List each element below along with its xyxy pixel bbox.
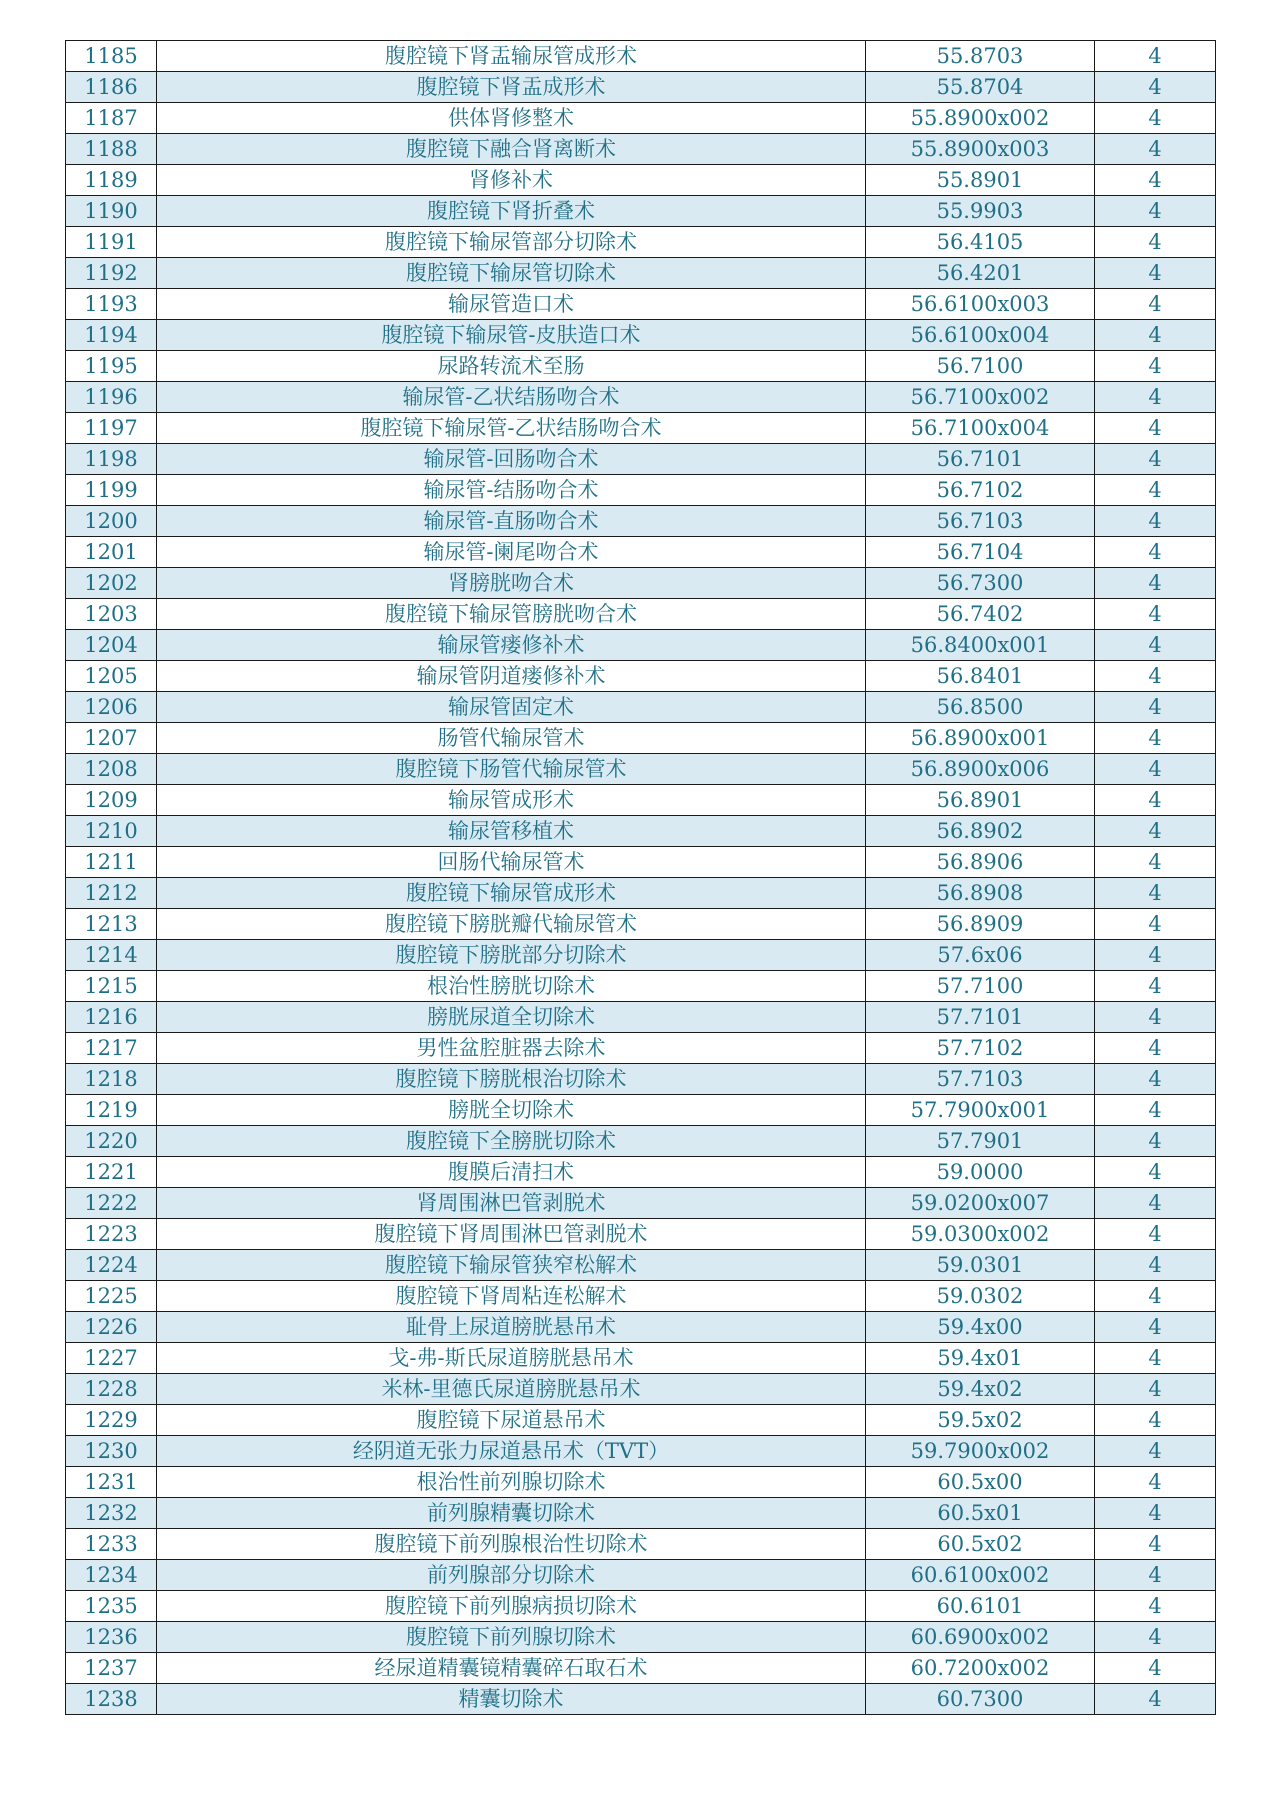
- procedure-name-cell: 腹腔镜下肾周粘连松解术: [157, 1281, 866, 1312]
- table-row: [66, 1095, 1216, 1126]
- table-row: [66, 1436, 1216, 1467]
- level-cell: 4: [1095, 1560, 1216, 1591]
- table-row: [66, 1653, 1216, 1684]
- procedure-name-cell: 腹腔镜下尿道悬吊术: [157, 1405, 866, 1436]
- table-row: [66, 506, 1216, 537]
- table-row: [66, 289, 1216, 320]
- procedure-code-cell: 55.8703: [866, 41, 1095, 72]
- row-number-cell: 1194: [66, 320, 157, 351]
- table-row: [66, 41, 1216, 72]
- row-number-cell: 1201: [66, 537, 157, 568]
- row-number-cell: 1197: [66, 413, 157, 444]
- procedure-code-cell: 56.7100x002: [866, 382, 1095, 413]
- table-row: [66, 754, 1216, 785]
- level-cell: 4: [1095, 103, 1216, 134]
- table-row: [66, 1405, 1216, 1436]
- procedure-name-cell: 输尿管造口术: [157, 289, 866, 320]
- level-cell: 4: [1095, 258, 1216, 289]
- procedure-name-cell: 米林-里德氏尿道膀胱悬吊术: [157, 1374, 866, 1405]
- procedure-code-cell: 56.7402: [866, 599, 1095, 630]
- level-cell: 4: [1095, 289, 1216, 320]
- procedure-name-cell: 输尿管成形术: [157, 785, 866, 816]
- level-cell: 4: [1095, 599, 1216, 630]
- procedure-table-body: [66, 41, 1216, 1715]
- procedure-code-cell: 55.8900x003: [866, 134, 1095, 165]
- level-cell: 4: [1095, 1467, 1216, 1498]
- row-number-cell: 1200: [66, 506, 157, 537]
- level-cell: 4: [1095, 165, 1216, 196]
- row-number-cell: 1230: [66, 1436, 157, 1467]
- row-number-cell: 1193: [66, 289, 157, 320]
- level-cell: 4: [1095, 1498, 1216, 1529]
- procedure-code-cell: 56.8900x006: [866, 754, 1095, 785]
- level-cell: 4: [1095, 785, 1216, 816]
- level-cell: 4: [1095, 413, 1216, 444]
- row-number-cell: 1204: [66, 630, 157, 661]
- table-row: [66, 258, 1216, 289]
- row-number-cell: 1206: [66, 692, 157, 723]
- row-number-cell: 1198: [66, 444, 157, 475]
- procedure-code-cell: 59.7900x002: [866, 1436, 1095, 1467]
- procedure-name-cell: 输尿管-结肠吻合术: [157, 475, 866, 506]
- procedure-code-cell: 57.7901: [866, 1126, 1095, 1157]
- row-number-cell: 1224: [66, 1250, 157, 1281]
- procedure-name-cell: 腹腔镜下前列腺根治性切除术: [157, 1529, 866, 1560]
- procedure-code-cell: 56.7100: [866, 351, 1095, 382]
- procedure-name-cell: 尿路转流术至肠: [157, 351, 866, 382]
- level-cell: 4: [1095, 1312, 1216, 1343]
- level-cell: 4: [1095, 1250, 1216, 1281]
- table-row: [66, 1188, 1216, 1219]
- procedure-name-cell: 膀胱尿道全切除术: [157, 1002, 866, 1033]
- procedure-name-cell: 肾周围淋巴管剥脱术: [157, 1188, 866, 1219]
- level-cell: 4: [1095, 909, 1216, 940]
- procedure-name-cell: 腹腔镜下肾盂输尿管成形术: [157, 41, 866, 72]
- procedure-code-cell: 59.0200x007: [866, 1188, 1095, 1219]
- procedure-name-cell: 腹腔镜下肾盂成形术: [157, 72, 866, 103]
- procedure-name-cell: 肾修补术: [157, 165, 866, 196]
- table-row: [66, 1529, 1216, 1560]
- procedure-code-cell: 57.7100: [866, 971, 1095, 1002]
- table-row: [66, 475, 1216, 506]
- row-number-cell: 1191: [66, 227, 157, 258]
- level-cell: 4: [1095, 723, 1216, 754]
- table-row: [66, 1126, 1216, 1157]
- row-number-cell: 1221: [66, 1157, 157, 1188]
- procedure-code-cell: 56.7102: [866, 475, 1095, 506]
- table-row: [66, 1560, 1216, 1591]
- procedure-code-cell: 59.0000: [866, 1157, 1095, 1188]
- row-number-cell: 1188: [66, 134, 157, 165]
- row-number-cell: 1209: [66, 785, 157, 816]
- row-number-cell: 1215: [66, 971, 157, 1002]
- level-cell: 4: [1095, 847, 1216, 878]
- procedure-name-cell: 经尿道精囊镜精囊碎石取石术: [157, 1653, 866, 1684]
- level-cell: 4: [1095, 816, 1216, 847]
- level-cell: 4: [1095, 971, 1216, 1002]
- table-row: [66, 847, 1216, 878]
- level-cell: 4: [1095, 1529, 1216, 1560]
- procedure-name-cell: 肠管代输尿管术: [157, 723, 866, 754]
- row-number-cell: 1187: [66, 103, 157, 134]
- level-cell: 4: [1095, 475, 1216, 506]
- procedure-code-cell: 59.5x02: [866, 1405, 1095, 1436]
- row-number-cell: 1208: [66, 754, 157, 785]
- row-number-cell: 1226: [66, 1312, 157, 1343]
- procedure-name-cell: 腹腔镜下输尿管切除术: [157, 258, 866, 289]
- level-cell: 4: [1095, 1684, 1216, 1715]
- row-number-cell: 1195: [66, 351, 157, 382]
- level-cell: 4: [1095, 754, 1216, 785]
- procedure-code-cell: 59.0300x002: [866, 1219, 1095, 1250]
- procedure-code-cell: 56.8400x001: [866, 630, 1095, 661]
- procedure-name-cell: 腹腔镜下肾周围淋巴管剥脱术: [157, 1219, 866, 1250]
- level-cell: 4: [1095, 444, 1216, 475]
- procedure-code-cell: 56.8500: [866, 692, 1095, 723]
- table-row: [66, 1343, 1216, 1374]
- table-row: [66, 382, 1216, 413]
- table-row: [66, 1219, 1216, 1250]
- level-cell: 4: [1095, 1591, 1216, 1622]
- row-number-cell: 1238: [66, 1684, 157, 1715]
- table-row: [66, 134, 1216, 165]
- row-number-cell: 1233: [66, 1529, 157, 1560]
- procedure-code-cell: 56.8902: [866, 816, 1095, 847]
- procedure-code-cell: 56.8908: [866, 878, 1095, 909]
- table-row: [66, 72, 1216, 103]
- procedure-name-cell: 戈-弗-斯氏尿道膀胱悬吊术: [157, 1343, 866, 1374]
- procedure-name-cell: 输尿管固定术: [157, 692, 866, 723]
- row-number-cell: 1222: [66, 1188, 157, 1219]
- procedure-name-cell: 腹腔镜下输尿管膀胱吻合术: [157, 599, 866, 630]
- procedure-name-cell: 腹腔镜下输尿管-乙状结肠吻合术: [157, 413, 866, 444]
- level-cell: 4: [1095, 134, 1216, 165]
- procedure-name-cell: 精囊切除术: [157, 1684, 866, 1715]
- table-row: [66, 1064, 1216, 1095]
- row-number-cell: 1217: [66, 1033, 157, 1064]
- procedure-code-cell: 56.7104: [866, 537, 1095, 568]
- level-cell: 4: [1095, 1653, 1216, 1684]
- row-number-cell: 1235: [66, 1591, 157, 1622]
- procedure-name-cell: 根治性膀胱切除术: [157, 971, 866, 1002]
- procedure-name-cell: 回肠代输尿管术: [157, 847, 866, 878]
- row-number-cell: 1218: [66, 1064, 157, 1095]
- procedure-name-cell: 腹腔镜下输尿管成形术: [157, 878, 866, 909]
- table-row: [66, 878, 1216, 909]
- procedure-code-cell: 60.5x01: [866, 1498, 1095, 1529]
- procedure-code-cell: 55.8901: [866, 165, 1095, 196]
- row-number-cell: 1219: [66, 1095, 157, 1126]
- row-number-cell: 1237: [66, 1653, 157, 1684]
- table-row: [66, 630, 1216, 661]
- procedure-name-cell: 输尿管瘘修补术: [157, 630, 866, 661]
- table-row: [66, 1033, 1216, 1064]
- row-number-cell: 1190: [66, 196, 157, 227]
- table-row: [66, 723, 1216, 754]
- procedure-name-cell: 腹腔镜下肠管代输尿管术: [157, 754, 866, 785]
- row-number-cell: 1212: [66, 878, 157, 909]
- table-row: [66, 196, 1216, 227]
- procedure-name-cell: 男性盆腔脏器去除术: [157, 1033, 866, 1064]
- procedure-name-cell: 输尿管阴道瘘修补术: [157, 661, 866, 692]
- table-row: [66, 568, 1216, 599]
- level-cell: 4: [1095, 1002, 1216, 1033]
- procedure-name-cell: 前列腺精囊切除术: [157, 1498, 866, 1529]
- procedure-name-cell: 腹腔镜下膀胱部分切除术: [157, 940, 866, 971]
- level-cell: 4: [1095, 320, 1216, 351]
- level-cell: 4: [1095, 1033, 1216, 1064]
- table-row: [66, 320, 1216, 351]
- procedure-code-cell: 57.7101: [866, 1002, 1095, 1033]
- procedure-code-cell: 59.0301: [866, 1250, 1095, 1281]
- table-row: [66, 599, 1216, 630]
- level-cell: 4: [1095, 1095, 1216, 1126]
- row-number-cell: 1189: [66, 165, 157, 196]
- procedure-code-cell: 57.6x06: [866, 940, 1095, 971]
- procedure-code-cell: 56.6100x003: [866, 289, 1095, 320]
- procedure-name-cell: 腹腔镜下前列腺病损切除术: [157, 1591, 866, 1622]
- table-row: [66, 692, 1216, 723]
- procedure-name-cell: 腹腔镜下输尿管部分切除术: [157, 227, 866, 258]
- procedure-code-cell: 57.7900x001: [866, 1095, 1095, 1126]
- table-row: [66, 444, 1216, 475]
- procedure-code-cell: 60.5x00: [866, 1467, 1095, 1498]
- level-cell: 4: [1095, 692, 1216, 723]
- procedure-code-cell: 55.8900x002: [866, 103, 1095, 134]
- table-row: [66, 971, 1216, 1002]
- procedure-code-cell: 60.6100x002: [866, 1560, 1095, 1591]
- procedure-name-cell: 经阴道无张力尿道悬吊术（TVT）: [157, 1436, 866, 1467]
- procedure-name-cell: 腹腔镜下肾折叠术: [157, 196, 866, 227]
- table-row: [66, 1374, 1216, 1405]
- table-row: [66, 351, 1216, 382]
- row-number-cell: 1185: [66, 41, 157, 72]
- procedure-code-cell: 56.7103: [866, 506, 1095, 537]
- row-number-cell: 1220: [66, 1126, 157, 1157]
- table-row: [66, 785, 1216, 816]
- table-row: [66, 165, 1216, 196]
- procedure-name-cell: 输尿管-回肠吻合术: [157, 444, 866, 475]
- procedure-name-cell: 腹腔镜下前列腺切除术: [157, 1622, 866, 1653]
- procedure-code-cell: 56.7101: [866, 444, 1095, 475]
- level-cell: 4: [1095, 72, 1216, 103]
- row-number-cell: 1186: [66, 72, 157, 103]
- table-row: [66, 1312, 1216, 1343]
- row-number-cell: 1236: [66, 1622, 157, 1653]
- row-number-cell: 1192: [66, 258, 157, 289]
- procedure-code-cell: 57.7103: [866, 1064, 1095, 1095]
- procedure-code-cell: 56.8900x001: [866, 723, 1095, 754]
- procedure-code-cell: 59.0302: [866, 1281, 1095, 1312]
- row-number-cell: 1202: [66, 568, 157, 599]
- procedure-name-cell: 膀胱全切除术: [157, 1095, 866, 1126]
- procedure-name-cell: 腹腔镜下输尿管狭窄松解术: [157, 1250, 866, 1281]
- level-cell: 4: [1095, 351, 1216, 382]
- row-number-cell: 1196: [66, 382, 157, 413]
- table-row: [66, 103, 1216, 134]
- procedure-name-cell: 耻骨上尿道膀胱悬吊术: [157, 1312, 866, 1343]
- level-cell: 4: [1095, 1374, 1216, 1405]
- row-number-cell: 1223: [66, 1219, 157, 1250]
- procedure-name-cell: 腹膜后清扫术: [157, 1157, 866, 1188]
- row-number-cell: 1211: [66, 847, 157, 878]
- procedure-table: [65, 40, 1216, 1715]
- row-number-cell: 1229: [66, 1405, 157, 1436]
- level-cell: 4: [1095, 1188, 1216, 1219]
- level-cell: 4: [1095, 537, 1216, 568]
- table-row: [66, 1498, 1216, 1529]
- procedure-code-cell: 56.7100x004: [866, 413, 1095, 444]
- level-cell: 4: [1095, 568, 1216, 599]
- level-cell: 4: [1095, 227, 1216, 258]
- procedure-name-cell: 腹腔镜下输尿管-皮肤造口术: [157, 320, 866, 351]
- procedure-name-cell: 根治性前列腺切除术: [157, 1467, 866, 1498]
- level-cell: 4: [1095, 1219, 1216, 1250]
- procedure-code-cell: 59.4x00: [866, 1312, 1095, 1343]
- procedure-code-cell: 56.8401: [866, 661, 1095, 692]
- procedure-name-cell: 输尿管-乙状结肠吻合术: [157, 382, 866, 413]
- table-row: [66, 1622, 1216, 1653]
- table-row: [66, 1281, 1216, 1312]
- procedure-name-cell: 输尿管-阑尾吻合术: [157, 537, 866, 568]
- level-cell: 4: [1095, 878, 1216, 909]
- level-cell: 4: [1095, 1064, 1216, 1095]
- procedure-code-cell: 55.9903: [866, 196, 1095, 227]
- table-row: [66, 661, 1216, 692]
- table-row: [66, 227, 1216, 258]
- table-row: [66, 413, 1216, 444]
- procedure-name-cell: 肾膀胱吻合术: [157, 568, 866, 599]
- table-row: [66, 1467, 1216, 1498]
- level-cell: 4: [1095, 1281, 1216, 1312]
- procedure-code-cell: 56.7300: [866, 568, 1095, 599]
- level-cell: 4: [1095, 1622, 1216, 1653]
- row-number-cell: 1216: [66, 1002, 157, 1033]
- procedure-code-cell: 56.4201: [866, 258, 1095, 289]
- table-row: [66, 909, 1216, 940]
- row-number-cell: 1214: [66, 940, 157, 971]
- level-cell: 4: [1095, 382, 1216, 413]
- procedure-name-cell: 腹腔镜下全膀胱切除术: [157, 1126, 866, 1157]
- level-cell: 4: [1095, 630, 1216, 661]
- procedure-code-cell: 56.8906: [866, 847, 1095, 878]
- row-number-cell: 1228: [66, 1374, 157, 1405]
- row-number-cell: 1232: [66, 1498, 157, 1529]
- procedure-code-cell: 60.7200x002: [866, 1653, 1095, 1684]
- level-cell: 4: [1095, 41, 1216, 72]
- table-row: [66, 1250, 1216, 1281]
- level-cell: 4: [1095, 1157, 1216, 1188]
- row-number-cell: 1207: [66, 723, 157, 754]
- procedure-name-cell: 腹腔镜下膀胱根治切除术: [157, 1064, 866, 1095]
- procedure-name-cell: 供体肾修整术: [157, 103, 866, 134]
- procedure-code-cell: 60.7300: [866, 1684, 1095, 1715]
- procedure-code-cell: 59.4x01: [866, 1343, 1095, 1374]
- level-cell: 4: [1095, 1343, 1216, 1374]
- procedure-code-cell: 56.8901: [866, 785, 1095, 816]
- row-number-cell: 1225: [66, 1281, 157, 1312]
- row-number-cell: 1205: [66, 661, 157, 692]
- table-row: [66, 1002, 1216, 1033]
- procedure-code-cell: 56.8909: [866, 909, 1095, 940]
- row-number-cell: 1199: [66, 475, 157, 506]
- table-row: [66, 816, 1216, 847]
- procedure-name-cell: 输尿管移植术: [157, 816, 866, 847]
- row-number-cell: 1210: [66, 816, 157, 847]
- table-row: [66, 1591, 1216, 1622]
- procedure-code-cell: 56.4105: [866, 227, 1095, 258]
- procedure-code-cell: 60.6101: [866, 1591, 1095, 1622]
- procedure-code-cell: 59.4x02: [866, 1374, 1095, 1405]
- level-cell: 4: [1095, 940, 1216, 971]
- table-row: [66, 1684, 1216, 1715]
- row-number-cell: 1203: [66, 599, 157, 630]
- procedure-code-cell: 55.8704: [866, 72, 1095, 103]
- table-row: [66, 940, 1216, 971]
- level-cell: 4: [1095, 506, 1216, 537]
- procedure-name-cell: 腹腔镜下膀胱瓣代输尿管术: [157, 909, 866, 940]
- level-cell: 4: [1095, 1126, 1216, 1157]
- level-cell: 4: [1095, 661, 1216, 692]
- row-number-cell: 1231: [66, 1467, 157, 1498]
- procedure-code-cell: 56.6100x004: [866, 320, 1095, 351]
- table-row: [66, 1157, 1216, 1188]
- procedure-name-cell: 前列腺部分切除术: [157, 1560, 866, 1591]
- row-number-cell: 1227: [66, 1343, 157, 1374]
- row-number-cell: 1213: [66, 909, 157, 940]
- level-cell: 4: [1095, 196, 1216, 227]
- procedure-code-cell: 57.7102: [866, 1033, 1095, 1064]
- level-cell: 4: [1095, 1405, 1216, 1436]
- procedure-code-cell: 60.5x02: [866, 1529, 1095, 1560]
- level-cell: 4: [1095, 1436, 1216, 1467]
- table-row: [66, 537, 1216, 568]
- row-number-cell: 1234: [66, 1560, 157, 1591]
- procedure-name-cell: 腹腔镜下融合肾离断术: [157, 134, 866, 165]
- procedure-name-cell: 输尿管-直肠吻合术: [157, 506, 866, 537]
- procedure-code-cell: 60.6900x002: [866, 1622, 1095, 1653]
